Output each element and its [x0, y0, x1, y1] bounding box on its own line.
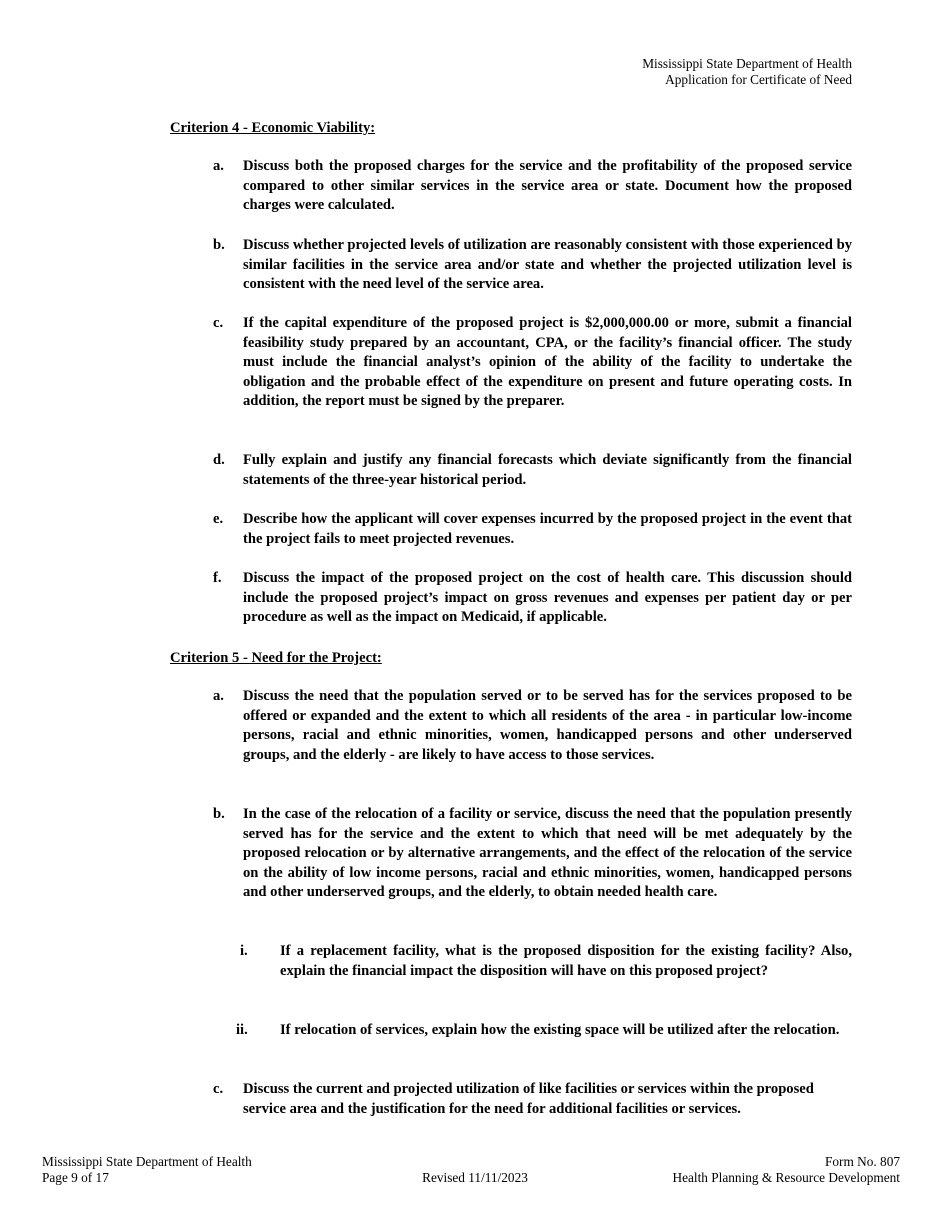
header-agency: Mississippi State Department of Health	[642, 56, 852, 71]
criterion-5-subitem-ii	[236, 1021, 852, 1041]
item-text: Discuss whether projected levels of utilization are reasonably consistent with those experienced by similar facilities in the service area and/or state and whether the projected utilization level is consistent with the need level of the service area.	[243, 237, 852, 293]
criterion-4-item-d	[213, 451, 852, 490]
footer-revised-date: Revised 11/11/2023	[422, 1170, 528, 1185]
criterion-5-item-a	[213, 687, 852, 765]
item-text: Describe how the applicant will cover expenses incurred by the proposed project in the event that the project fails to meet projected revenues.	[243, 511, 852, 547]
item-text: Discuss the need that the population served or to be served has for the services proposed to be offered or expanded and the extent to which all residents of the area - in particular low-income persons, racial and ethnic minorities, women, handicapped persons and other underserved groups, and the elderly - are likely to have access to those services.	[243, 688, 852, 763]
subitem-text: If a replacement facility, what is the proposed disposition for the existing facility? Also, explain the financial impact the disposition will have on this proposed project?	[280, 943, 852, 979]
item-text: If the capital expenditure of the proposed project is $2,000,000.00 or more, submit a financial feasibility study prepared by an accountant, CPA, or the facility’s financial officer. The study must include the financial analyst’s opinion of the ability of the facility to undertake the obligation and the probable effect of the expenditure on present and future operating costs. In addition, the report must be signed by the preparer.	[243, 315, 852, 410]
item-text: Discuss both the proposed charges for the service and the profitability of the proposed service compared to other similar services in the service area or state. Document how the proposed charges were calculated.	[243, 158, 852, 214]
form-number: Form No. 807	[825, 1154, 900, 1169]
footer-division: Health Planning & Resource Development	[672, 1170, 900, 1186]
item-marker: c.	[213, 1081, 224, 1097]
item-text: Discuss the current and projected utilization of like facilities or services within the proposed service area and the justification for the need for additional facilities or services.	[243, 1081, 814, 1117]
subitem-text: If relocation of services, explain how the existing space will be utilized after the relocation.	[280, 1022, 840, 1038]
criterion-5-heading: Criterion 5 - Need for the Project:	[170, 650, 382, 666]
page-header	[642, 56, 852, 89]
item-marker: c.	[213, 315, 224, 331]
item-marker: a.	[213, 688, 224, 704]
item-marker: e.	[213, 511, 224, 527]
page-number: Page 9 of 17	[42, 1170, 109, 1186]
criterion-5-subitem-i	[240, 942, 852, 981]
footer-right	[673, 1154, 900, 1187]
criterion-4-item-a	[213, 157, 852, 216]
item-text: In the case of the relocation of a facility or service, discuss the need that the population presently served has for the service and the extent to which that need will be met adequately by the proposed relocation or by alternative arrangements, and the effect of the relocation of the service on the ability of low income persons, racial and ethnic minorities, women, handicapped persons and other underserved groups, and the elderly, to obtain needed health care.	[243, 806, 852, 901]
subitem-marker: i.	[240, 943, 248, 959]
item-marker: b.	[213, 237, 225, 253]
item-text: Fully explain and justify any financial forecasts which deviate significantly from the financial statements of the three-year historical period.	[243, 452, 852, 488]
item-marker: d.	[213, 452, 225, 468]
criterion-4-item-e	[213, 510, 852, 549]
criterion-4-heading: Criterion 4 - Economic Viability:	[170, 120, 376, 136]
criterion-5-item-c	[213, 1080, 840, 1119]
criterion-5-item-b	[213, 805, 852, 903]
subitem-marker: ii.	[236, 1022, 248, 1038]
item-marker: a.	[213, 158, 224, 174]
criterion-4-item-f	[213, 569, 852, 628]
header-form-title: Application for Certificate of Need	[665, 72, 852, 88]
footer-agency: Mississippi State Department of Health	[42, 1154, 252, 1169]
item-marker: f.	[213, 570, 222, 586]
item-text: Discuss the impact of the proposed project on the cost of health care. This discussion should include the proposed project’s impact on gross revenues and expenses per patient day or per procedure as well as the impact on Medicaid, if applicable.	[243, 570, 852, 626]
criterion-4-item-c	[213, 314, 852, 412]
item-marker: b.	[213, 806, 225, 822]
criterion-4-item-b	[213, 236, 852, 295]
